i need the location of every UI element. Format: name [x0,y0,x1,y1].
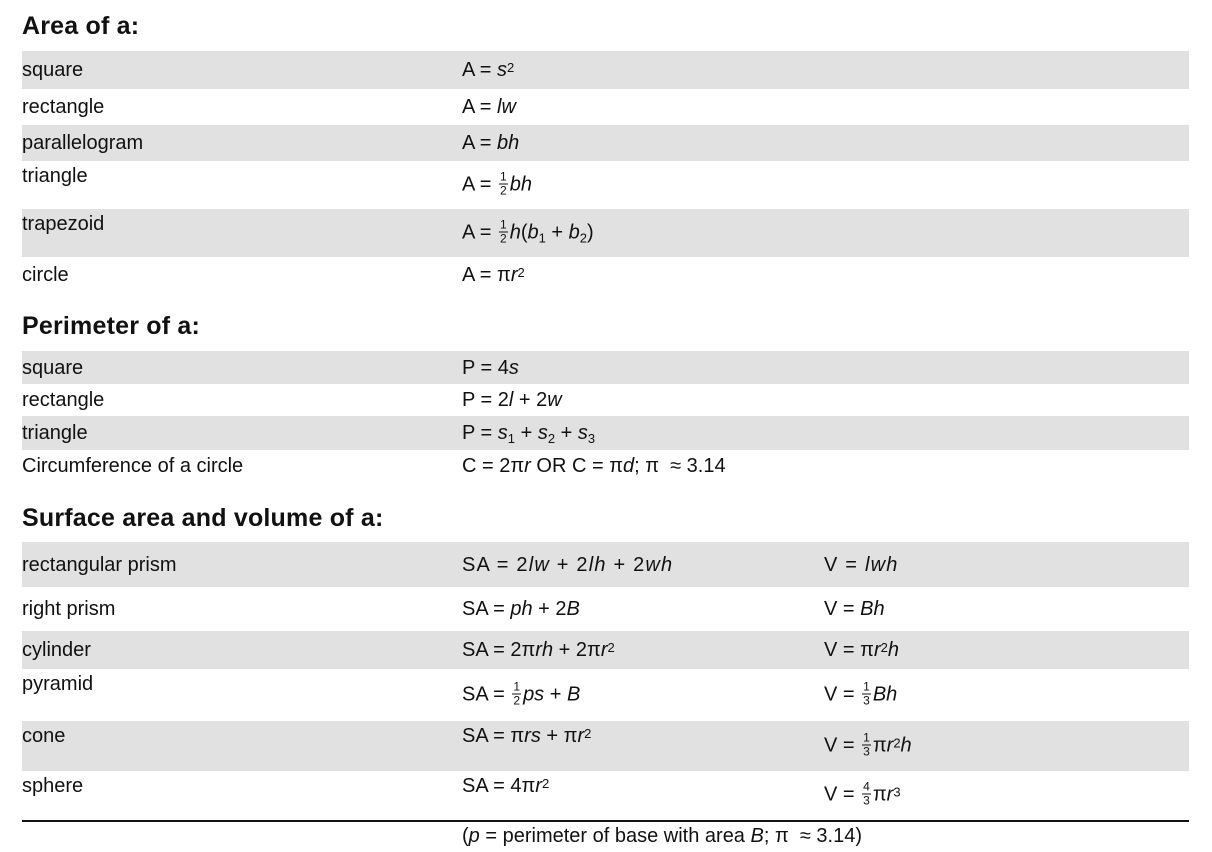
area-row-triangle [22,161,1189,209]
shape-label: Circumference of a circle [22,455,244,477]
perimeter-formula: P = 4s [462,356,519,379]
area-formula: A = bh [462,132,520,154]
volume-formula: V = $\frac{1}{3}$ $\pi r^2h$ [824,730,912,759]
area-formula: $A = s^2$ [462,59,515,81]
shape-label: pyramid [22,673,94,695]
sv-row-cone [22,721,1189,771]
shape-label: right prism [22,598,116,620]
shape-label: cone [22,725,66,747]
sv-row-rectangular-prism [22,542,1189,587]
surface-area-formula: SA = $\frac{1}{2}$ ps + B [462,679,581,708]
volume-formula: V = Bh [824,598,885,620]
fraction: $\frac{1}{3}$ [863,679,870,708]
surface-area-formula: SA = $2\pi rh + 2\pi r^2$ [462,639,615,661]
shape-label: cylinder [22,639,91,661]
area-row-rectangle [22,89,1189,125]
shape-label: square [22,59,84,81]
volume-formula: V = $\frac{1}{3}$ Bh [824,679,898,708]
table-bottom-rule [22,820,1189,822]
shape-label: rectangle [22,389,105,411]
fraction: $\frac{1}{3}$ [863,730,870,759]
surface-area-formula: SA = ph + 2B [462,598,580,620]
shape-label: circle [22,264,69,286]
fraction: $\frac{1}{2}$ [513,679,521,708]
sv-row-cylinder [22,631,1189,669]
area-row-circle [22,257,1189,293]
volume-formula: V = lwh [824,553,899,576]
shape-label: square [22,356,84,379]
shape-label: triangle [22,165,88,187]
sv-row-pyramid [22,669,1189,721]
surface-area-formula: SA = 2lw + 2lh + 2wh [462,553,674,576]
sv-row-sphere [22,771,1189,819]
shape-label: rectangular prism [22,553,177,576]
surface-area-formula: SA = $\pi rs + \pi r^2$ [462,725,592,747]
area-heading: Area of a: [22,12,140,40]
circumference-formula: C = 2πr OR C = πd; π ≈ 3.14 [462,455,726,477]
perimeter-heading: Perimeter of a: [22,312,201,340]
area-formula: A = lw [462,96,516,118]
surface-volume-heading: Surface area and volume of a: [22,504,384,532]
sv-row-right-prism [22,587,1189,631]
perimeter-row-triangle [22,416,1189,450]
area-row-square [22,51,1189,89]
area-formula: A = $\frac{1}{2}$ bh [462,169,532,198]
shape-label: parallelogram [22,132,144,154]
perimeter-formula: P = 2l + 2w [462,389,562,411]
fraction: $\frac{4}{3}$ [863,779,870,808]
perimeter-row-square [22,351,1189,384]
shape-label: rectangle [22,96,105,118]
shape-label: sphere [22,775,84,797]
shape-label: trapezoid [22,213,105,235]
surface-area-formula: SA = $4\pi r^2$ [462,775,550,797]
area-row-trapezoid [22,209,1189,257]
shape-label: triangle [22,422,88,444]
area-row-parallelogram [22,125,1189,161]
area-formula: A = $\frac{1}{2}$ $h(b_1 + b_2)$ [462,217,594,246]
area-formula: $A = \pi r^2$ [462,264,525,286]
volume-formula: V = $\frac{4}{3}$ $\pi r^3$ [824,779,901,808]
perimeter-formula: $P = s_1 + s_2 + s_3$ [462,422,596,446]
perimeter-row-circumference [22,450,1189,482]
volume-formula: $V = \pi r^2h$ [824,639,899,661]
perimeter-row-rectangle [22,384,1189,416]
fraction: $\frac{1}{2}$ [500,169,507,198]
footnote: (p = perimeter of base with area B; π ≈ 3.14) [462,825,862,847]
fraction: $\frac{1}{2}$ [500,217,507,246]
